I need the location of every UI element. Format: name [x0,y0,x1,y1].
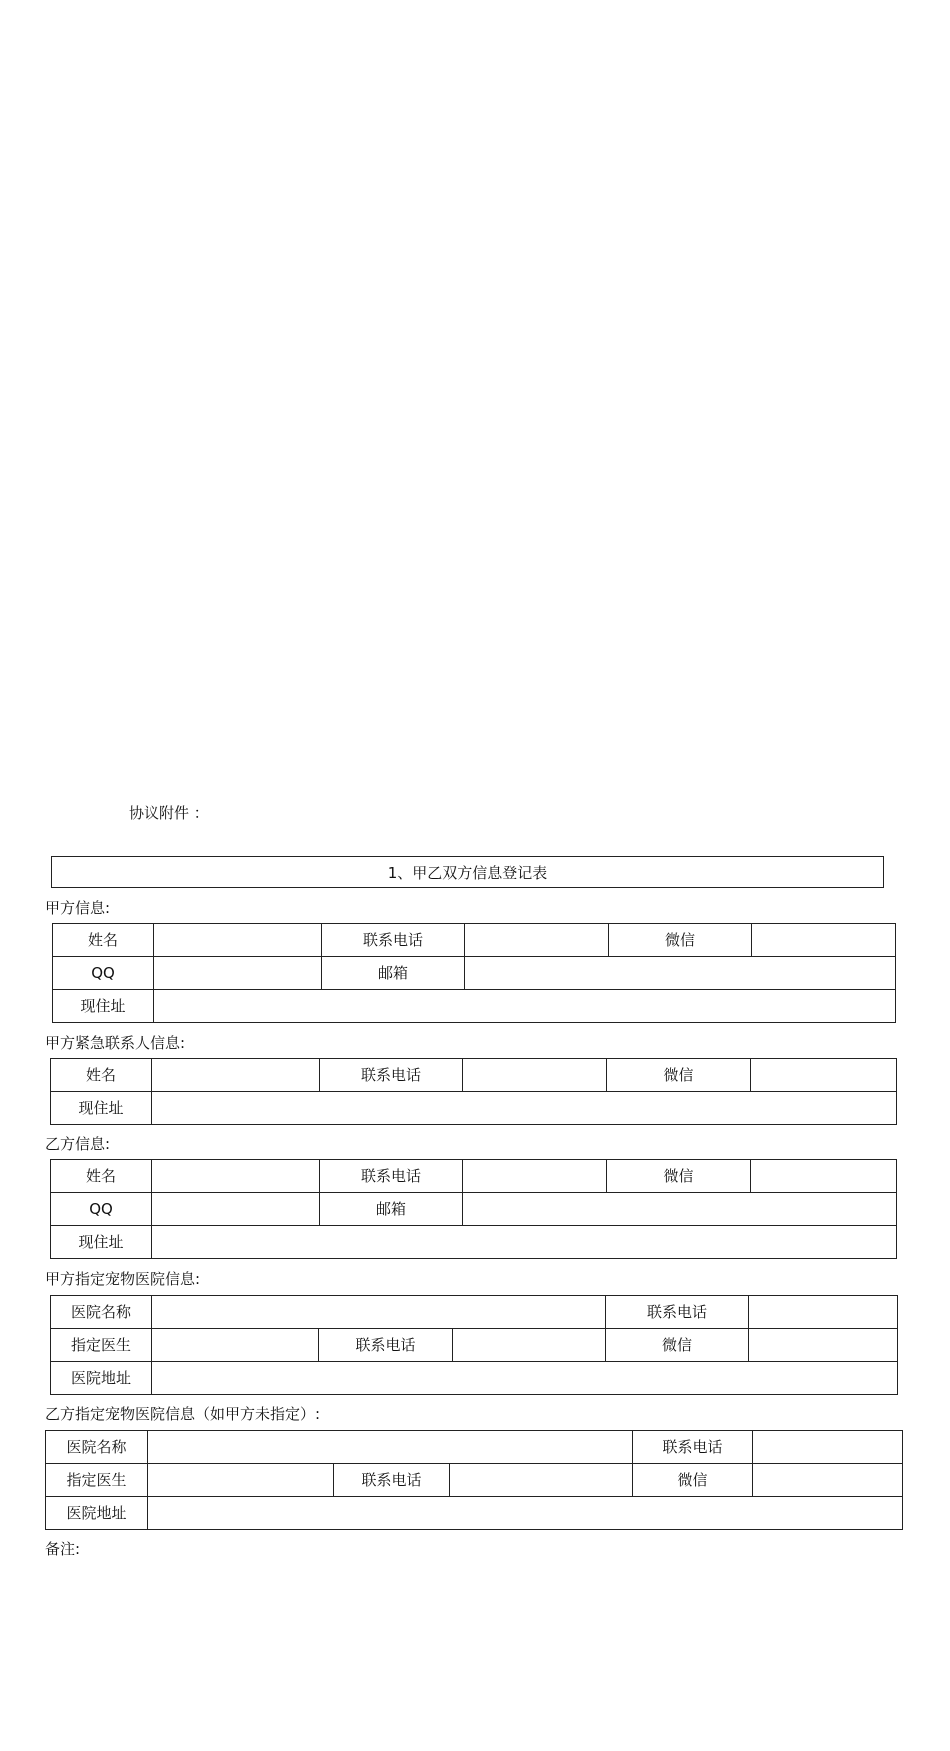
party-a-doctor-phone-field[interactable] [453,1329,606,1362]
emergency-address-field[interactable] [152,1092,897,1125]
party-b-hospital-table [45,1430,903,1530]
party-a-email-field[interactable] [465,957,896,990]
emergency-phone-field[interactable] [463,1059,607,1092]
section-party-a-hospital: 甲方指定宠物医院信息: [45,1270,201,1288]
label-phone: 联系电话 [320,1160,463,1193]
label-hospital-address: 医院地址 [46,1497,148,1530]
label-hospital-name: 医院名称 [51,1296,152,1329]
label-wechat: 微信 [633,1464,753,1497]
label-wechat: 微信 [609,924,752,957]
label-phone: 联系电话 [322,924,465,957]
label-address: 现住址 [53,990,154,1023]
party-a-emergency-table [50,1058,897,1125]
party-b-name-field[interactable] [152,1160,320,1193]
party-b-table [50,1159,897,1259]
label-hospital-name: 医院名称 [46,1431,148,1464]
party-b-phone-field[interactable] [463,1160,607,1193]
party-a-qq-field[interactable] [154,957,322,990]
label-doctor: 指定医生 [51,1329,152,1362]
label-phone: 联系电话 [633,1431,753,1464]
party-a-name-field[interactable] [154,924,322,957]
label-wechat: 微信 [606,1329,749,1362]
section-party-b: 乙方信息: [45,1135,111,1153]
party-b-hospital-name-field[interactable] [148,1431,633,1464]
notes-label: 备注: [45,1540,81,1558]
party-a-table [52,923,896,1023]
label-wechat: 微信 [607,1059,751,1092]
party-b-qq-field[interactable] [152,1193,320,1226]
form-title: 1、甲乙双方信息登记表 [51,856,884,888]
party-a-doctor-field[interactable] [152,1329,319,1362]
party-b-doctor-wechat-field[interactable] [753,1464,903,1497]
label-phone: 联系电话 [319,1329,453,1362]
section-party-a-emergency: 甲方紧急联系人信息: [45,1034,186,1052]
label-doctor: 指定医生 [46,1464,148,1497]
label-name: 姓名 [51,1160,152,1193]
party-a-hospital-table [50,1295,898,1395]
label-phone: 联系电话 [606,1296,749,1329]
party-b-doctor-field[interactable] [148,1464,334,1497]
label-phone: 联系电话 [334,1464,450,1497]
label-phone: 联系电话 [320,1059,463,1092]
label-email: 邮箱 [322,957,465,990]
section-party-a: 甲方信息: [45,899,111,917]
party-a-address-field[interactable] [154,990,896,1023]
label-name: 姓名 [53,924,154,957]
label-qq: QQ [53,957,154,990]
party-b-email-field[interactable] [463,1193,897,1226]
party-a-doctor-wechat-field[interactable] [749,1329,898,1362]
party-a-wechat-field[interactable] [752,924,896,957]
party-a-phone-field[interactable] [465,924,609,957]
party-a-hospital-address-field[interactable] [152,1362,898,1395]
label-address: 现住址 [51,1226,152,1259]
party-a-hospital-name-field[interactable] [152,1296,606,1329]
attachment-label: 协议附件 ： [129,804,209,822]
party-b-wechat-field[interactable] [751,1160,897,1193]
label-hospital-address: 医院地址 [51,1362,152,1395]
section-party-b-hospital: 乙方指定宠物医院信息（如甲方未指定）: [45,1405,321,1423]
label-address: 现住址 [51,1092,152,1125]
party-b-address-field[interactable] [152,1226,897,1259]
label-wechat: 微信 [607,1160,751,1193]
label-name: 姓名 [51,1059,152,1092]
emergency-name-field[interactable] [152,1059,320,1092]
label-email: 邮箱 [320,1193,463,1226]
party-b-hospital-phone-field[interactable] [753,1431,903,1464]
party-a-hospital-phone-field[interactable] [749,1296,898,1329]
emergency-wechat-field[interactable] [751,1059,897,1092]
party-b-doctor-phone-field[interactable] [450,1464,633,1497]
party-b-hospital-address-field[interactable] [148,1497,903,1530]
label-qq: QQ [51,1193,152,1226]
